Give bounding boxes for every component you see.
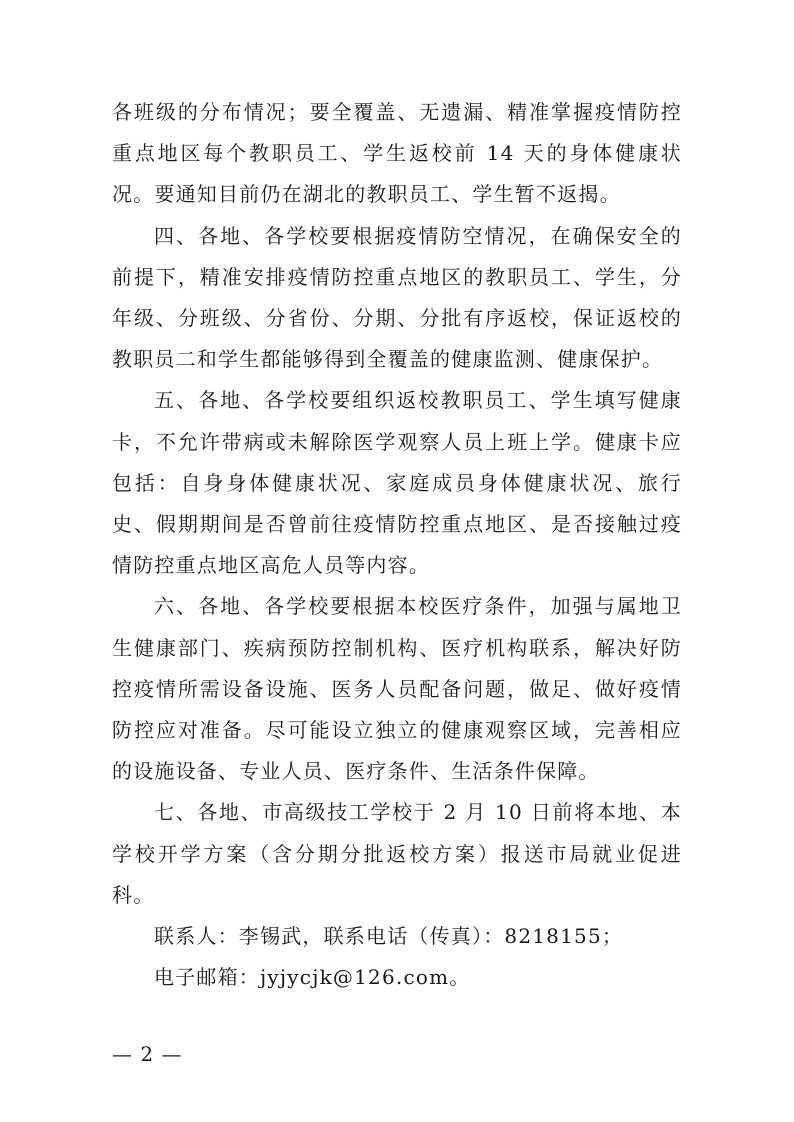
contact-email-line: 电子邮箱：jyjycjk@126.com。 <box>154 965 471 990</box>
paragraph-item-6: 六、各地、各学校要根据本校医疗条件，加强与属地卫生健康部门、疾病预防控制机构、医疗机构联系，解决好防控疫情所需设备设施、医务人员配备问题，做足、做好疫情防控应对准备。尽可能设立独立的健康观察区域，完善相应的设施设备、专业人员、医疗条件、生活条件保障。 <box>112 594 682 784</box>
paragraph-item-5: 五、各地、各学校要组织返校教职员工、学生填写健康卡，不允许带病或未解除医学观察人员上班上学。健康卡应包括：自身身体健康状况、家庭成员身体健康状况、旅行史、假期期间是否曾前往疫情防控重点地区、是否接触过疫情防控重点地区高危人员等内容。 <box>112 388 682 578</box>
paragraph-continuation: 各班级的分布情况；要全覆盖、无遗漏、精准掌握疫情防控重点地区每个教职员工、学生返校前 14 天的身体健康状况。要通知目前仍在湖北的教职员工、学生暂不返揭。 <box>112 100 682 207</box>
document-body <box>112 92 682 998</box>
contact-person-line: 联系人：李锡武，联系电话（传真）：8218155； <box>154 924 624 949</box>
paragraph-item-4: 四、各地、各学校要根据疫情防空情况，在确保安全的前提下，精准安排疫情防控重点地区的教职员工、学生，分年级、分班级、分省份、分期、分批有序返校，保证返校的教职员二和学生都能够得到全覆盖的健康监测、健康保护。 <box>112 223 682 372</box>
page-number: — 2 — <box>112 1042 183 1066</box>
paragraph-item-7: 七、各地、市高级技工学校于 2 月 10 日前将本地、本学校开学方案（含分期分批返校方案）报送市局就业促进科。 <box>112 800 682 907</box>
